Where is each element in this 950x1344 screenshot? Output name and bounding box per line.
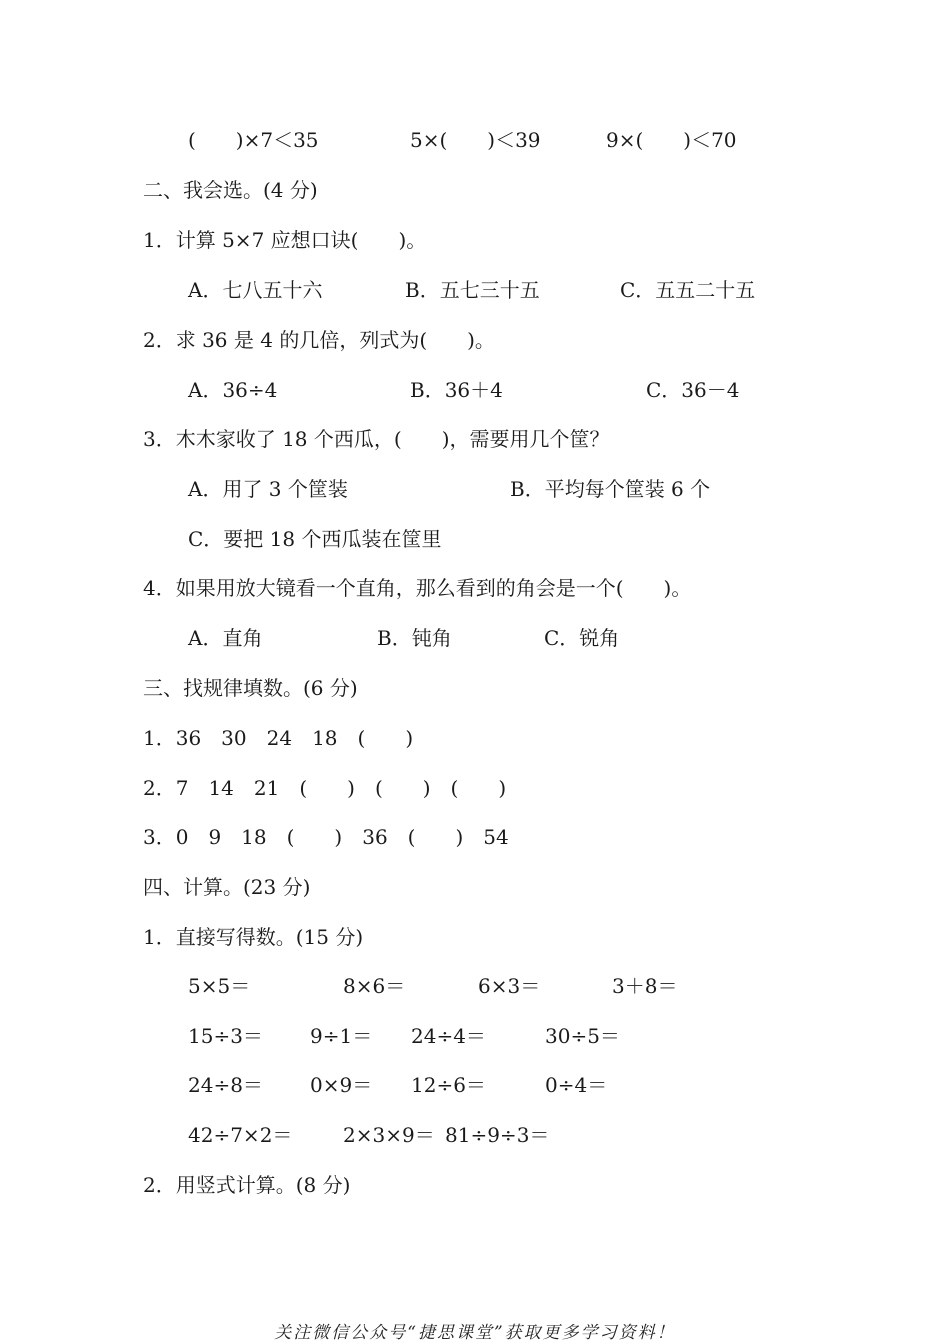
- calc-4-3: 81÷9÷3＝: [445, 1123, 550, 1147]
- calc-2-4: 30÷5＝: [545, 1024, 620, 1048]
- question-2-4: 4．如果用放大镜看一个直角，那么看到的角会是一个( )。: [143, 576, 692, 600]
- question-2-2: 2．求 36 是 4 的几倍，列式为( )。: [143, 328, 495, 352]
- pattern-row-1: 1．36 30 24 18 ( ): [143, 726, 414, 750]
- q2-3-option-b: B．平均每个筐装 6 个: [510, 477, 711, 501]
- calc-2-1: 15÷3＝: [188, 1024, 263, 1048]
- q2-2-option-b: B．36＋4: [410, 378, 503, 402]
- question-2-1: 1．计算 5×7 应想口诀( )。: [143, 228, 427, 252]
- footer-note: 关注微信公众号“捷思课堂”获取更多学习资料！: [274, 1323, 676, 1343]
- section-4-sub2: 2．用竖式计算。(8 分): [143, 1173, 351, 1197]
- q2-4-option-a: A．直角: [188, 626, 263, 650]
- q2-2-option-a: A．36÷4: [188, 378, 278, 402]
- section-4-sub1: 1．直接写得数。(15 分): [143, 925, 364, 949]
- q2-1-option-a: A．七八五十六: [188, 278, 323, 302]
- calc-1-2: 8×6＝: [343, 974, 406, 998]
- question-2-3: 3．木木家收了 18 个西瓜，( )，需要用几个筐？: [143, 427, 610, 451]
- q2-3-option-a: A．用了 3 个筐装: [188, 477, 348, 501]
- q2-4-option-b: B．钝角: [377, 626, 452, 650]
- inequality-2: 5×( )＜39: [410, 128, 541, 152]
- q2-4-option-c: C．锐角: [544, 626, 620, 650]
- q2-2-option-c: C．36－4: [646, 378, 740, 402]
- calc-4-1: 42÷7×2＝: [188, 1123, 293, 1147]
- q2-3-option-c: C．要把 18 个西瓜装在筐里: [188, 527, 442, 551]
- calc-1-3: 6×3＝: [478, 974, 541, 998]
- section-4-title: 四、计算。(23 分): [143, 875, 311, 899]
- calc-1-1: 5×5＝: [188, 974, 251, 998]
- pattern-row-2: 2．7 14 21 ( ) ( ) ( ): [143, 776, 507, 800]
- calc-4-2: 2×3×9＝: [343, 1123, 435, 1147]
- section-2-title: 二、我会选。(4 分): [143, 178, 318, 202]
- calc-3-4: 0÷4＝: [545, 1073, 608, 1097]
- calc-3-3: 12÷6＝: [411, 1073, 486, 1097]
- section-3-title: 三、找规律填数。(6 分): [143, 676, 358, 700]
- inequality-1: ( )×7＜35: [188, 128, 319, 152]
- calc-3-1: 24÷8＝: [188, 1073, 263, 1097]
- calc-2-3: 24÷4＝: [411, 1024, 486, 1048]
- calc-3-2: 0×9＝: [310, 1073, 373, 1097]
- inequality-3: 9×( )＜70: [606, 128, 737, 152]
- calc-2-2: 9÷1＝: [310, 1024, 373, 1048]
- q2-1-option-c: C．五五二十五: [620, 278, 756, 302]
- calc-1-4: 3＋8＝: [612, 974, 678, 998]
- q2-1-option-b: B．五七三十五: [405, 278, 540, 302]
- pattern-row-3: 3．0 9 18 ( ) 36 ( ) 54: [143, 825, 509, 849]
